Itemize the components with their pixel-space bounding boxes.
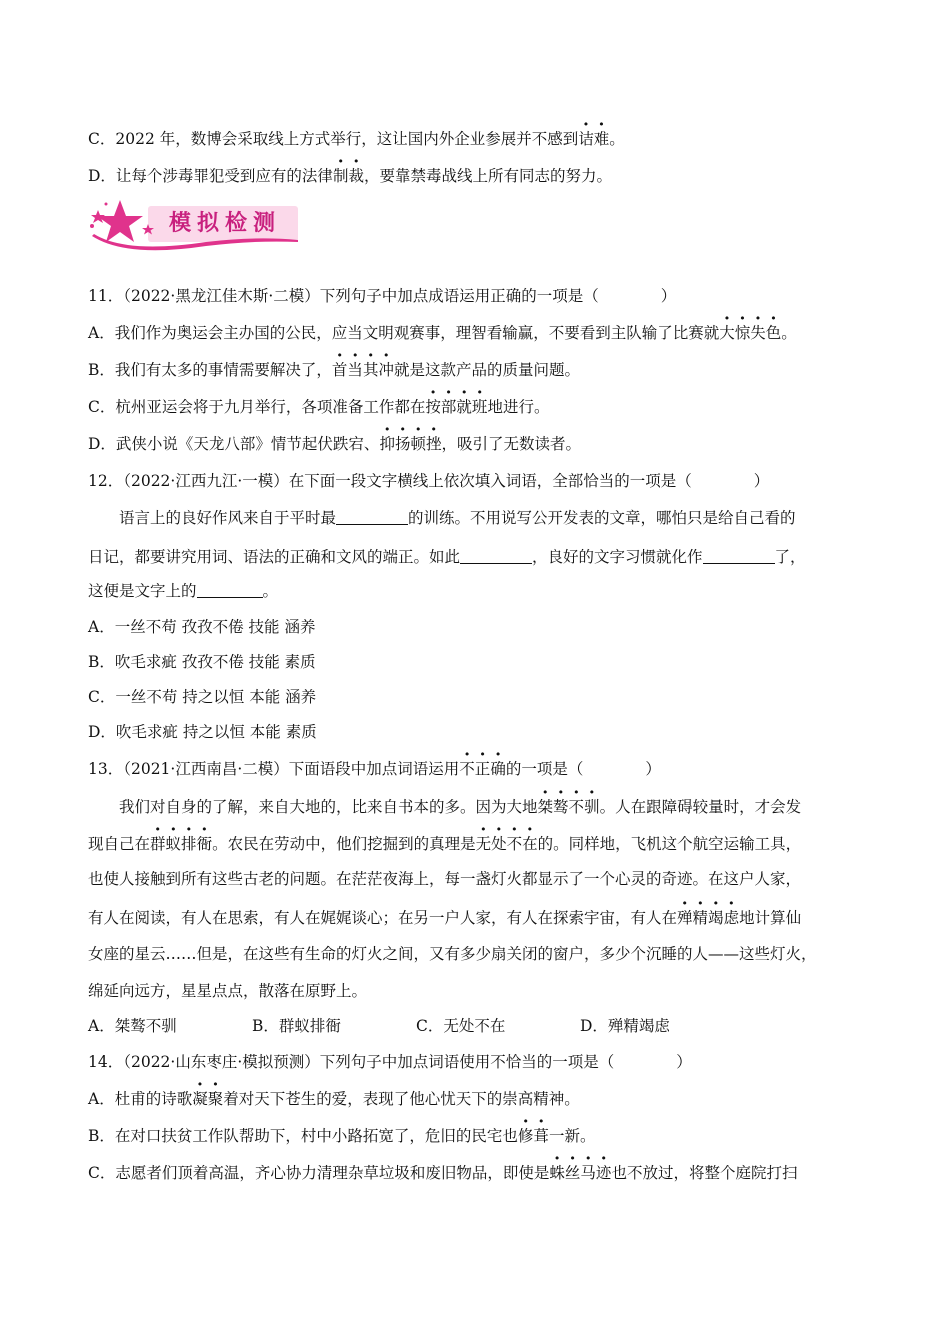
emphasis-char: 确 bbox=[490, 760, 506, 778]
q11-option-c bbox=[88, 397, 868, 417]
dotted-term bbox=[425, 398, 487, 416]
emphasis-char: 修 bbox=[517, 1127, 534, 1145]
banner-label: 模拟检测 bbox=[168, 211, 281, 236]
dotted-term bbox=[578, 130, 609, 148]
emphasis-char: 葺 bbox=[533, 1127, 549, 1145]
dotted-term bbox=[549, 1164, 611, 1182]
text: D．让每个涉毒罪犯受到应有的法律 bbox=[88, 167, 333, 185]
text: 的。同样地，飞机这个航空运输工具， bbox=[537, 835, 802, 853]
q11-stem bbox=[88, 286, 868, 306]
q14-option-a bbox=[88, 1089, 868, 1109]
emphasis-char: 衙 bbox=[196, 835, 213, 853]
emphasis-char: 部 bbox=[440, 398, 457, 416]
emphasis-char: 在 bbox=[522, 835, 538, 853]
emphasis-char: 裁 bbox=[348, 167, 364, 185]
emphasis-char: 驯 bbox=[584, 798, 600, 816]
q13-option: D．殚精竭虑 bbox=[580, 1017, 670, 1035]
emphasis-char: 竭 bbox=[708, 909, 724, 927]
dotted-term bbox=[150, 835, 212, 853]
text: 。 bbox=[781, 324, 797, 342]
q11-option-a bbox=[88, 323, 868, 343]
dotted-term bbox=[459, 760, 506, 778]
emphasis-char: 蛛 bbox=[549, 1164, 565, 1182]
text: 就是这款产品的质量问题。 bbox=[393, 361, 580, 379]
q10-option-d bbox=[88, 166, 868, 186]
q12-passage-line bbox=[88, 581, 868, 601]
text: 。人在跟障碍较量时，才会发 bbox=[599, 798, 802, 816]
emphasis-char: 当 bbox=[347, 361, 363, 379]
q11-option-b bbox=[88, 360, 868, 380]
q13-option: B．群蚁排衙 bbox=[252, 1017, 341, 1035]
text: 的训练。不用说写公开发表的文章，哪怕只是给自己看的 bbox=[408, 509, 796, 527]
q13-passage-line bbox=[88, 834, 868, 854]
paren-close: ） bbox=[660, 287, 677, 305]
dotted-term bbox=[192, 1090, 223, 1108]
dotted-term bbox=[333, 167, 364, 185]
text: ，良好的文字习惯就化作 bbox=[532, 548, 703, 566]
text: 。 bbox=[262, 582, 279, 600]
emphasis-char: 按 bbox=[425, 398, 441, 416]
text: B．我们有太多的事情需要解决了， bbox=[88, 361, 332, 379]
text: 地计算仙 bbox=[739, 909, 802, 927]
fill-blank bbox=[460, 547, 532, 564]
q12-stem bbox=[88, 471, 868, 491]
emphasis-char: 扬 bbox=[394, 435, 411, 453]
text: 也不放过，将整个庭院打扫 bbox=[611, 1164, 798, 1182]
q13-passage-line bbox=[88, 908, 868, 928]
dotted-term bbox=[538, 798, 600, 816]
paren-close: ） bbox=[645, 760, 661, 778]
emphasis-char: 殚 bbox=[677, 909, 693, 927]
q12-option: D．吹毛求疵 持之以恒 本能 素质 bbox=[88, 723, 317, 741]
emphasis-char: 不 bbox=[459, 760, 475, 778]
emphasis-char: 精 bbox=[692, 909, 709, 927]
q14-option-c bbox=[88, 1163, 868, 1183]
dotted-term bbox=[677, 909, 739, 927]
question-stem: 12．（2022·江西九江·一模）在下面一段文字横线上依次填入词语，全部恰当的一项是（ bbox=[88, 472, 692, 490]
dotted-term bbox=[719, 324, 781, 342]
text: ，要靠禁毒战线上所有同志的努力。 bbox=[363, 167, 612, 185]
text: 这便是文字上的 bbox=[88, 582, 197, 600]
emphasis-char: 抑 bbox=[379, 435, 395, 453]
emphasis-char: 处 bbox=[491, 835, 507, 853]
q11-option-d bbox=[88, 434, 868, 454]
emphasis-char: 难 bbox=[593, 130, 610, 148]
emphasis-char: 凝 bbox=[192, 1090, 208, 1108]
text: A．我们作为奥运会主办国的公民，应当文明观赛事，理智看输赢，不要看到主队输了比赛就 bbox=[88, 324, 720, 342]
paren-close: ） bbox=[753, 472, 770, 490]
emphasis-char: 无 bbox=[475, 835, 492, 853]
fill-blank bbox=[336, 508, 408, 525]
q13-passage-line bbox=[119, 797, 899, 817]
q14-stem bbox=[88, 1052, 868, 1072]
question-stem: 13．（2021·江西南昌·二模）下面语段中加点词语运用 bbox=[88, 760, 460, 778]
emphasis-char: 首 bbox=[331, 361, 348, 379]
q13-passage-line: 女座的星云……但是，在这些有生命的灯火之间，又有多少扇关闭的窗户，多少个沉睡的人——这些灯火， bbox=[88, 945, 817, 963]
emphasis-char: 大 bbox=[719, 324, 735, 342]
emphasis-char: 正 bbox=[474, 760, 491, 778]
text: ，吸引了无数读者。 bbox=[441, 435, 582, 453]
emphasis-char: 失 bbox=[750, 324, 766, 342]
text: 现自己在 bbox=[88, 835, 151, 853]
text: C．2022 年，数博会采取线上方式举行，这让国内外企业参展并不感到 bbox=[88, 130, 579, 148]
text: 的一项是（ bbox=[505, 760, 584, 778]
text: 着对天下苍生的爱，表现了他心忧天下的崇高精神。 bbox=[223, 1090, 580, 1108]
q13-option: C．无处不在 bbox=[416, 1017, 506, 1035]
q12-option: A．一丝不苟 孜孜不倦 技能 涵养 bbox=[88, 618, 316, 636]
emphasis-char: 班 bbox=[471, 398, 488, 416]
emphasis-char: 聚 bbox=[207, 1090, 224, 1108]
section-banner bbox=[86, 196, 300, 254]
emphasis-char: 色 bbox=[765, 324, 782, 342]
emphasis-char: 顿 bbox=[410, 435, 426, 453]
emphasis-char: 桀 bbox=[537, 798, 554, 816]
q12-option: B．吹毛求疵 孜孜不倦 技能 素质 bbox=[88, 653, 316, 671]
question-stem: 14．（2022·山东枣庄·模拟预测）下列句子中加点词语使用不恰当的一项是（ bbox=[88, 1053, 615, 1071]
q12-passage-line bbox=[88, 547, 868, 567]
q10-option-c bbox=[88, 129, 868, 149]
text: 。农民在劳动中，他们挖掘到的真理是 bbox=[212, 835, 476, 853]
text: D．武侠小说《天龙八部》情节起伏跌宕、 bbox=[88, 435, 380, 453]
dotted-term bbox=[518, 1127, 549, 1145]
emphasis-char: 不 bbox=[568, 798, 585, 816]
q13-stem bbox=[88, 759, 868, 779]
fill-blank bbox=[703, 547, 775, 564]
emphasis-char: 马 bbox=[580, 1164, 596, 1182]
emphasis-char: 就 bbox=[456, 398, 472, 416]
emphasis-char: 迹 bbox=[595, 1164, 612, 1182]
text: C．志愿者们顶着高温，齐心协力清理杂草垃圾和废旧物品，即使是 bbox=[88, 1164, 550, 1182]
text: 语言上的良好作风来自于平时最 bbox=[119, 509, 337, 527]
emphasis-char: 惊 bbox=[734, 324, 751, 342]
emphasis-char: 不 bbox=[506, 835, 523, 853]
dotted-term bbox=[379, 435, 441, 453]
q13-options bbox=[88, 1016, 868, 1036]
emphasis-char: 挫 bbox=[425, 435, 442, 453]
emphasis-char: 排 bbox=[181, 835, 197, 853]
q12-option: C．一丝不苟 持之以恒 本能 涵养 bbox=[88, 688, 317, 706]
paren-close: ） bbox=[676, 1053, 692, 1071]
question-stem: 11．（2022·黑龙江佳木斯·二模）下列句子中加点成语运用正确的一项是（ bbox=[88, 287, 599, 305]
emphasis-char: 丝 bbox=[564, 1164, 581, 1182]
emphasis-char: 蚁 bbox=[165, 835, 182, 853]
text: 日记，都要讲究用词、语法的正确和文风的端正。如此 bbox=[88, 548, 461, 566]
emphasis-char: 诘 bbox=[578, 130, 594, 148]
text: 有人在阅读，有人在思索，有人在娓娓谈心；在另一户人家，有人在探索宇宙，有人在 bbox=[88, 909, 678, 927]
text: 了， bbox=[774, 548, 806, 566]
text: 。 bbox=[609, 130, 625, 148]
dotted-term bbox=[332, 361, 394, 379]
text: 一新。 bbox=[548, 1127, 596, 1145]
text: A．杜甫的诗歌 bbox=[88, 1090, 193, 1108]
dotted-term bbox=[476, 835, 538, 853]
text: C．杭州亚运会将于九月举行，各项准备工作都在 bbox=[88, 398, 426, 416]
q12-passage-line bbox=[119, 508, 899, 528]
q14-option-b bbox=[88, 1126, 868, 1146]
q13-passage-line: 绵延向远方，星星点点，散落在原野上。 bbox=[88, 982, 368, 1000]
fill-blank bbox=[197, 581, 263, 598]
emphasis-char: 群 bbox=[150, 835, 166, 853]
emphasis-char: 制 bbox=[332, 167, 349, 185]
emphasis-char: 虑 bbox=[723, 909, 740, 927]
q13-option: A．桀骜不驯 bbox=[88, 1017, 177, 1035]
q13-passage-line: 也使人接触到所有这些古老的问题。在茫茫夜海上，每一盏灯火都显示了一个心灵的奇迹。在这户人家， bbox=[88, 870, 802, 888]
text: 我们对自身的了解，来自大地的，比来自书本的多。因为大地 bbox=[119, 798, 538, 816]
emphasis-char: 骜 bbox=[553, 798, 569, 816]
text: 地进行。 bbox=[487, 398, 550, 416]
emphasis-char: 其 bbox=[362, 361, 379, 379]
text: B．在对口扶贫工作队帮助下，村中小路拓宽了，危旧的民宅也 bbox=[88, 1127, 518, 1145]
emphasis-char: 冲 bbox=[378, 361, 394, 379]
